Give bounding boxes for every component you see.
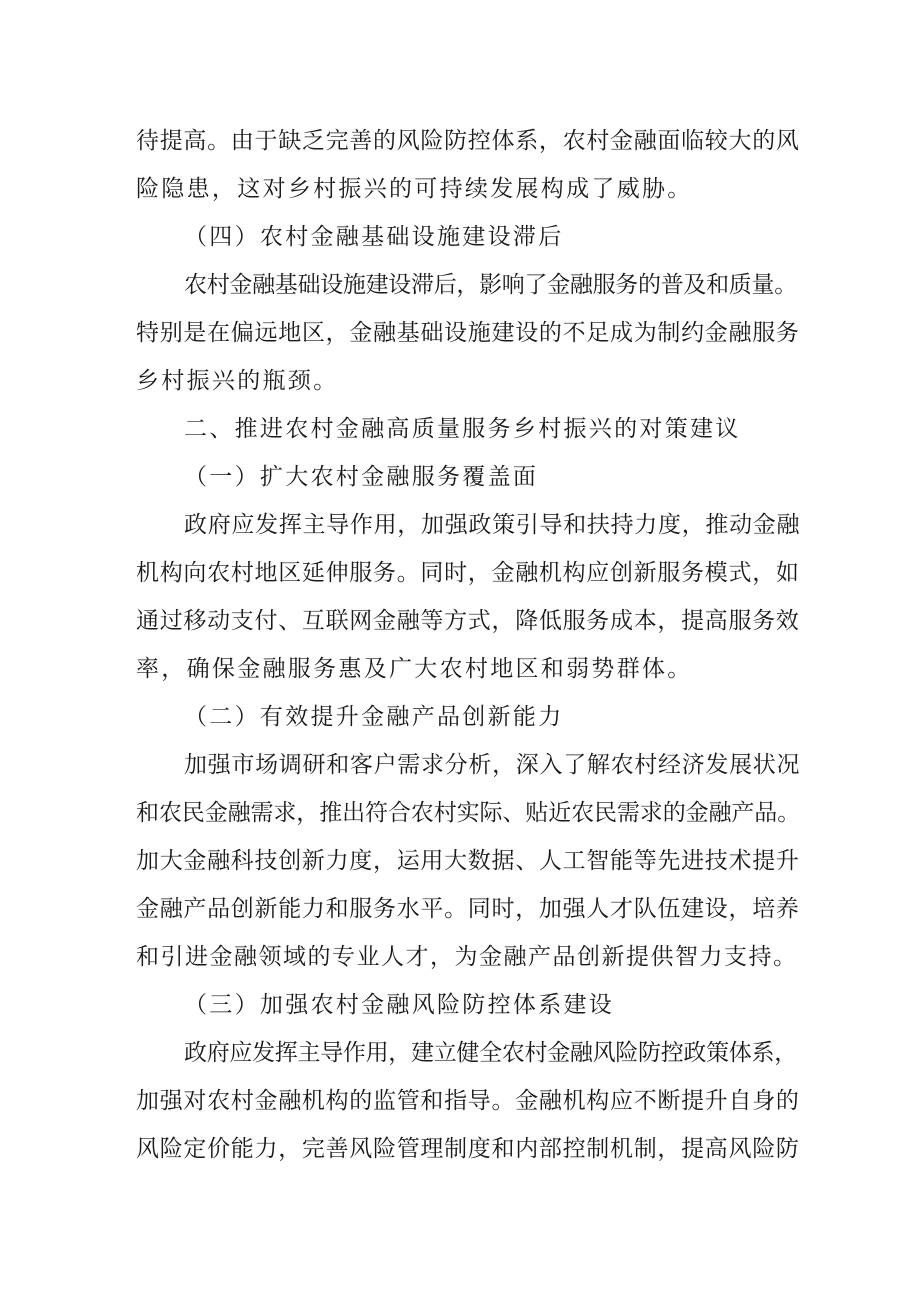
paragraph-line: 和农民金融需求，推出符合农村实际、贴近农民需求的金融产品。 [136, 800, 801, 826]
paragraph-line: 通过移动支付、互联网金融等方式，降低服务成本，提高服务效 [136, 608, 800, 634]
paragraph-line: 加强市场调研和客户需求分析，深入了解农村经济发展状况 [184, 752, 801, 778]
paragraph-line: 金融产品创新能力和服务水平。同时，加强人才队伍建设，培养 [136, 896, 800, 922]
paragraph-line: 险隐患，这对乡村振兴的可持续发展构成了威胁。 [136, 176, 693, 202]
paragraph-line: 率，确保金融服务惠及广大农村地区和弱势群体。 [136, 656, 693, 682]
paragraph-line: 特别是在偏远地区，金融基础设施建设的不足成为制约金融服务 [136, 320, 800, 346]
section-heading: （四）农村金融基础设施建设滞后 [184, 224, 564, 250]
paragraph-line: 待提高。由于缺乏完善的风险防控体系，农村金融面临较大的风 [136, 128, 800, 154]
paragraph-line: 加大金融科技创新力度，运用大数据、人工智能等先进技术提升 [136, 848, 800, 874]
paragraph-line: 农村金融基础设施建设滞后，影响了金融服务的普及和质量。 [184, 272, 797, 298]
section-heading: （一）扩大农村金融服务覆盖面 [184, 464, 539, 490]
paragraph-line: 政府应发挥主导作用，加强政策引导和扶持力度，推动金融 [184, 512, 801, 538]
paragraph-line: 和引进金融领域的专业人才，为金融产品创新提供智力支持。 [136, 944, 798, 970]
paragraph-line: 风险定价能力，完善风险管理制度和内部控制机制，提高风险防 [136, 1136, 800, 1162]
paragraph-line: 机构向农村地区延伸服务。同时，金融机构应创新服务模式，如 [136, 560, 800, 586]
paragraph-line: 乡村振兴的瓶颈。 [136, 368, 339, 394]
paragraph-line: 政府应发挥主导作用，建立健全农村金融风险防控政策体系， [184, 1040, 797, 1066]
section-heading: （三）加强农村金融风险防控体系建设 [184, 992, 615, 1018]
paragraph-line: 加强对农村金融机构的监管和指导。金融机构应不断提升自身的 [136, 1088, 800, 1114]
section-heading: （二）有效提升金融产品创新能力 [184, 704, 564, 730]
chapter-heading: 二、推进农村金融高质量服务乡村振兴的对策建议 [184, 416, 741, 442]
